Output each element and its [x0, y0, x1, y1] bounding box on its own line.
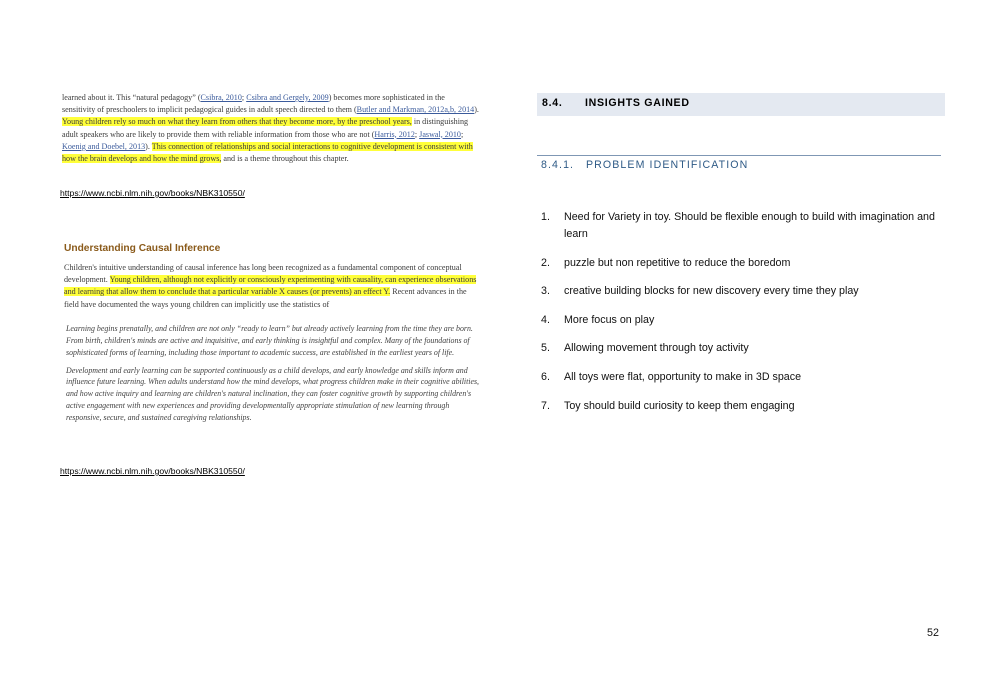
excerpt-paragraph — [62, 92, 480, 165]
citation-link[interactable]: Butler and Markman, 2012a,b, 2014 — [356, 105, 475, 115]
list-item-number: 4. — [541, 313, 550, 326]
passage-text: learned about it. This “natural pedagogy” ( — [62, 93, 201, 102]
passage-text: ; — [414, 129, 420, 139]
passage-text: ) becomes more sophisticated in the sensitivity of preschoolers to implicit pedagogical guides in adult speech directed to them ( — [62, 93, 445, 115]
list-item — [541, 369, 941, 386]
passage-text: ; — [241, 93, 247, 102]
list-item-text: Toy should build curiosity to keep them engaging — [564, 399, 795, 412]
list-item-text: puzzle but non repetitive to reduce the boredom — [564, 256, 791, 269]
list-item-number: 5. — [541, 342, 550, 355]
excerpt-quote-1: Learning begins prenatally, and children are not only “ready to learn” but already actively learning from the time they are born. From birth, children's minds are active and inquisitive, and early thinking is insightful and complex. Many of the foundations of sophisticated forms of learning, including those important to academic success, are established in the earliest years of life. — [66, 323, 473, 357]
scanned-excerpt-natural-pedagogy — [62, 92, 480, 165]
list-item-text: More focus on play — [564, 313, 655, 326]
section-number: 8.4. — [542, 97, 563, 109]
list-item-text: All toys were flat, opportunity to make in 3D space — [564, 370, 802, 383]
list-item-number: 6. — [541, 370, 550, 383]
passage-text: in distinguishing adult speakers who are likely to provide them with reliable information from those who are not ( — [62, 117, 469, 139]
excerpt-heading: Understanding Causal Inference — [64, 243, 221, 254]
citation-link[interactable]: Jaswal, 2010 — [419, 129, 461, 139]
list-item — [541, 312, 941, 329]
list-item — [541, 255, 941, 272]
subsection-heading — [541, 159, 748, 171]
highlighted-passage: Young children, although not explicitly or consciously experimenting with causality, can experience observations and learning that allow them to conclude that a particular variable X causes (or prevents) an effect Y. — [64, 275, 477, 297]
passage-text: and is a theme throughout this chapter. — [221, 154, 349, 164]
passage-text: Recent advances in the field have documented the ways young children can implicitly use the statistics of — [64, 287, 467, 309]
section-title: INSIGHTS GAINED — [585, 97, 690, 109]
passage-text: ; — [460, 129, 464, 139]
list-item — [541, 398, 941, 415]
source-link-1[interactable]: https://www.ncbi.nlm.nih.gov/books/NBK310550/ — [60, 188, 245, 198]
list-item — [541, 340, 941, 357]
list-item — [541, 283, 941, 300]
list-item-number: 3. — [541, 285, 550, 298]
list-item-text: Allowing movement through toy activity — [564, 342, 749, 355]
excerpt-paragraph — [64, 262, 482, 311]
problem-list — [541, 209, 941, 426]
list-item-number: 2. — [541, 256, 550, 269]
citation-link[interactable]: Harris, 2012 — [374, 129, 415, 139]
citation-link[interactable]: Koenig and Doebel, 2013 — [62, 141, 146, 151]
passage-text: Children's intuitive understanding of causal inference has long been recognized as a fundamental component of conceptual development. — [64, 263, 462, 285]
source-link-2[interactable]: https://www.ncbi.nlm.nih.gov/books/NBK310550/ — [60, 466, 245, 476]
list-item — [541, 209, 941, 243]
list-item-number: 7. — [541, 399, 550, 412]
subsection-title: PROBLEM IDENTIFICATION — [586, 159, 749, 171]
list-item-text: Need for Variety in toy. Should be flexible enough to build with imagination and learn — [564, 211, 935, 240]
subsection-rule — [537, 155, 941, 156]
passage-text: ). — [474, 105, 479, 115]
citation-link[interactable]: Csibra and Gergely, 2009 — [246, 93, 329, 102]
citation-link[interactable]: Csibra, 2010 — [200, 93, 242, 102]
scanned-excerpt-causal-inference — [64, 243, 482, 424]
highlighted-passage: Young children rely so much on what they learn from others that they become more, by the preschool years, — [62, 117, 412, 127]
passage-text: ). — [145, 141, 152, 151]
list-item-number: 1. — [541, 211, 550, 223]
page-number: 52 — [927, 627, 939, 639]
subsection-number: 8.4.1. — [541, 159, 575, 171]
list-item-text: creative building blocks for new discovery every time they play — [564, 285, 859, 298]
highlighted-passage: This connection of relationships and social interactions to cognitive development is consistent with how the brain develops and how the mind grows, — [62, 141, 473, 164]
excerpt-quote-2: Development and early learning can be supported continuously as a child develops, and early knowledge and skills inform and influence future learning. When adults understand how the mind develops, what progress children make in their cognitive abilities, and how active inquiry and learning are children's natural inclination, they can foster cognitive growth by supporting children's active engagement with new experiences and providing developmentally appropriate stimulation of new learning through responsive, secure, and sustained caregiving relationships. — [66, 365, 480, 423]
